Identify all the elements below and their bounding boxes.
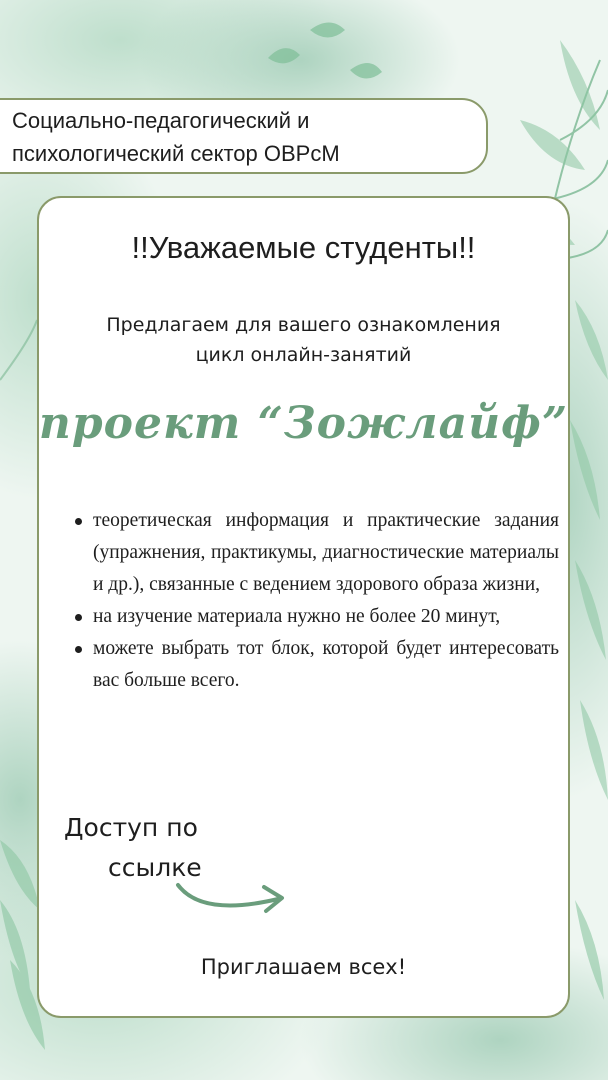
- access-line-1: Доступ по: [64, 813, 198, 842]
- list-item-text: теоретическая информация и практические задания (упражнения, практикумы, диагностические материалы и др.), связанные с ведением здорового образа жизни,: [93, 510, 559, 595]
- invite-text: Приглашаем всех!: [200, 955, 407, 979]
- intro-text: [37, 310, 570, 370]
- project-name: проект “Зожлайф”: [38, 398, 569, 449]
- list-item-text: на изучение материала нужно не более 20 минут,: [93, 606, 501, 627]
- intro-line-1: Предлагаем для вашего ознакомления: [106, 314, 501, 336]
- page-title: !!Уважаемые студенты!!: [131, 230, 476, 265]
- intro-line-2: цикл онлайн-занятий: [195, 344, 412, 366]
- bullet-icon: [75, 518, 82, 525]
- curved-arrow-icon: [172, 875, 292, 920]
- bullet-icon: [75, 646, 82, 653]
- access-line-2: ссылке: [108, 853, 202, 882]
- bullet-list: [72, 505, 559, 697]
- list-item-text: можете выбрать тот блок, которой будет интересовать вас больше всего.: [93, 638, 559, 691]
- header-title: [12, 104, 472, 170]
- list-item: [72, 505, 559, 601]
- bullet-icon: [75, 614, 82, 621]
- header-line-2: психологический сектор ОВРсМ: [12, 141, 340, 166]
- header-line-1: Социально-педагогический и: [12, 108, 310, 133]
- list-item: [72, 633, 559, 697]
- list-item: [72, 601, 559, 633]
